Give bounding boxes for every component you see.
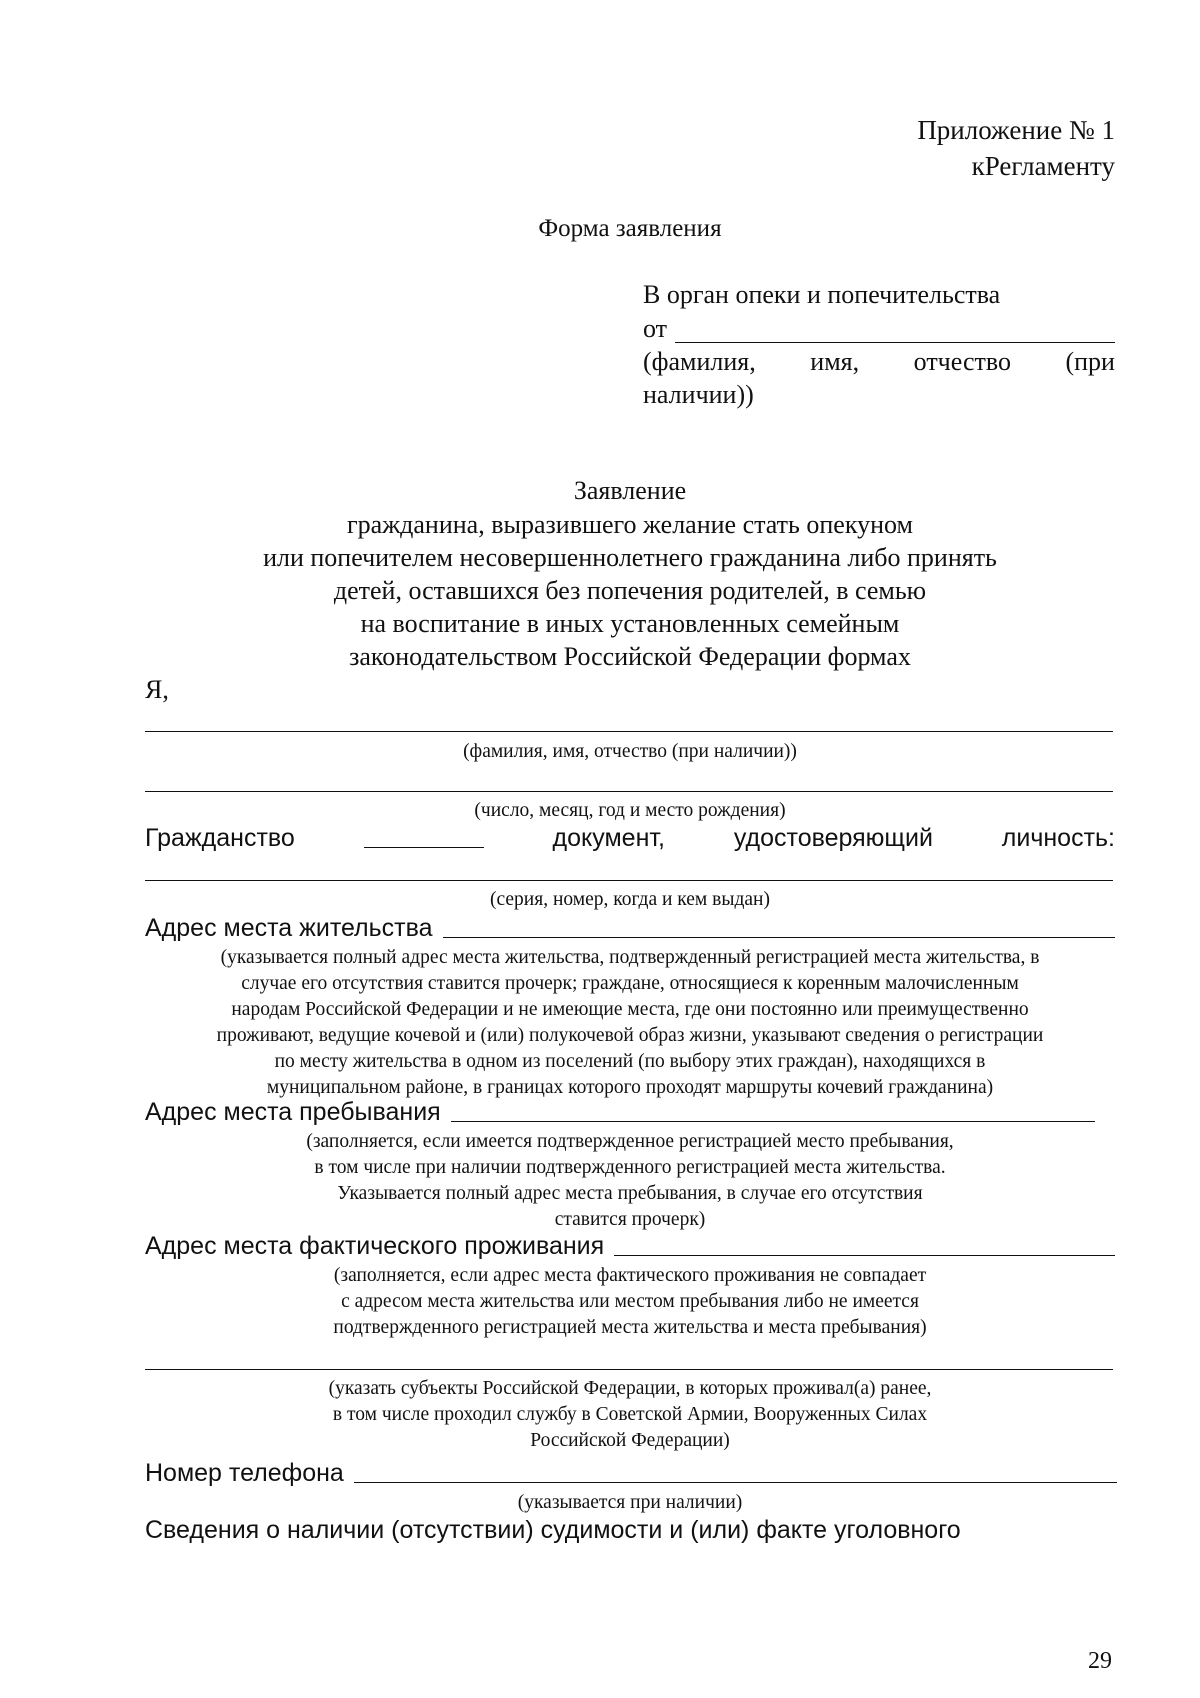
hint-line: подтвержденного регистрацией места жительства и места пребывания) [333, 1317, 927, 1338]
phone-label: Номер телефона [145, 1459, 344, 1487]
addressee-line: В орган опеки и попечительства [643, 280, 1001, 309]
hint-word: имя, [810, 347, 860, 376]
hint-line: (заполняется, если адрес места фактического проживания не совпадает [333, 1265, 927, 1286]
hint-line: с адресом места жительства или местом пребывания либо не имеется [341, 1291, 919, 1312]
passport-hint: (серия, номер, когда и кем выдан) [490, 889, 770, 910]
citizenship-row [145, 824, 1115, 853]
hint-line: проживают, ведущие кочевой и (или) полукочевой образ жизни, указывают сведения о регистрации [216, 1025, 1044, 1046]
hint-word: отчество [913, 347, 1011, 376]
from-label: от [643, 314, 668, 343]
stay-field[interactable] [451, 1121, 1095, 1122]
hint-line: в том числе при наличии подтвержденного регистрацией места жительства. [314, 1157, 946, 1178]
hint-line: по месту жительства в одном из поселений (по выбору этих граждан), находящихся в [274, 1051, 986, 1072]
hint-line: Указывается полный адрес места пребывания, в случае его отсутствия [337, 1183, 923, 1204]
title-line: детей, оставшихся без попечения родителей, в семью [333, 576, 927, 605]
actual-label: Адрес места фактического проживания [145, 1232, 605, 1260]
phone-hint: (указывается при наличии) [517, 1492, 743, 1513]
title-line: законодательством Российской Федерации формах [349, 642, 911, 671]
phone-field[interactable] [354, 1482, 1117, 1483]
citizenship-label: Гражданство [145, 824, 295, 852]
form-title: Форма заявления [538, 215, 722, 242]
hint-line: муниципальном районе, в границах которого проходят маршруты кочевий гражданина) [266, 1077, 994, 1098]
hint-line: в том числе проходил службу в Советской Армии, Вооруженных Силах [332, 1404, 928, 1425]
doc-word: документ, [552, 824, 665, 852]
birth-hint: (число, месяц, год и место рождения) [474, 800, 786, 821]
regions-field[interactable] [145, 1369, 1113, 1370]
title-line: на воспитание в иных установленных семейным [360, 609, 900, 638]
phone-row [145, 1459, 1117, 1488]
hint-word: (при [1065, 347, 1115, 376]
fio-field[interactable] [145, 731, 1113, 732]
hint-line: (указывается полный адрес места жительства, подтвержденный регистрацией места жительства, в [220, 947, 1040, 968]
stay-row [145, 1098, 1095, 1127]
hint-line: Российской Федерации) [530, 1430, 730, 1451]
doc-word: удостоверяющий [733, 824, 933, 852]
addressee-hint [643, 347, 1115, 377]
title-line: Заявление [573, 476, 687, 505]
stay-label: Адрес места пребывания [145, 1098, 441, 1126]
hint-line: народам Российской Федерации и не имеющие места, где они постоянно или преимущественно [231, 999, 1029, 1020]
hint-word: (фамилия, [643, 347, 756, 376]
from-field[interactable] [675, 342, 1115, 343]
hint-line: случае его отсутствия ставится прочерк; граждане, относящиеся к коренным малочисленным [241, 973, 1019, 994]
actual-row [145, 1232, 1115, 1261]
passport-field[interactable] [145, 880, 1113, 881]
residence-row [145, 914, 1115, 943]
residence-label: Адрес места жительства [145, 914, 433, 942]
citizenship-field[interactable] [364, 847, 484, 848]
title-line: или попечителем несовершеннолетнего гражданина либо принять [263, 543, 997, 572]
page-number: 29 [1088, 1648, 1112, 1674]
appendix-label: Приложение № 1 [917, 115, 1115, 145]
actual-field[interactable] [614, 1255, 1115, 1256]
residence-field[interactable] [443, 937, 1115, 938]
criminal-record-line: Сведения о наличии (отсутствии) судимости и (или) факте уголовного [145, 1516, 961, 1544]
addressee-hint-line2: наличии)) [643, 380, 754, 409]
doc-word: личность: [1001, 824, 1115, 852]
hint-line: (указать субъекты Российской Федерации, в которых проживал(а) ранее, [328, 1378, 932, 1399]
i-label: Я, [145, 675, 169, 704]
fio-hint: (фамилия, имя, отчество (при наличии)) [463, 741, 797, 762]
hint-line: ставится прочерк) [554, 1209, 706, 1230]
regulation-label: кРегламенту [971, 151, 1115, 181]
hint-line: (заполняется, если имеется подтвержденное регистрацией место пребывания, [306, 1131, 954, 1152]
title-line: гражданина, выразившего желание стать опекуном [347, 510, 913, 539]
birth-field[interactable] [145, 791, 1113, 792]
